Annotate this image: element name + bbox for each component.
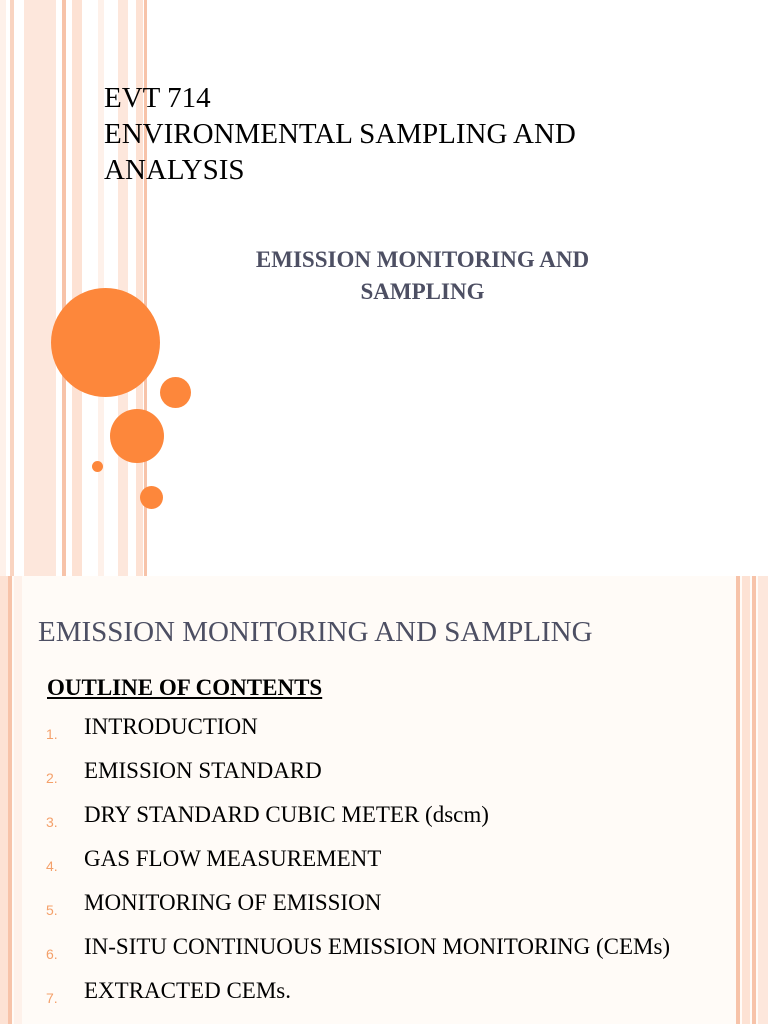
list-number: 6. (46, 946, 58, 962)
list-item-text: EMISSION STANDARD (84, 758, 322, 783)
subtitle-line: EMISSION MONITORING AND (255, 247, 590, 272)
large-orange-circle (51, 288, 160, 397)
list-item-text: EXTRACTED CEMs. (84, 978, 291, 1003)
small-orange-circle (160, 377, 191, 408)
medium-orange-circle (110, 409, 164, 463)
subtitle-line: SAMPLING (360, 279, 485, 304)
list-number: 1. (46, 726, 58, 742)
tiny-orange-circle (92, 461, 103, 472)
list-item-text: INTRODUCTION (84, 714, 258, 739)
title-line: ANALYSIS (104, 154, 245, 186)
small-orange-circle-bottom (140, 486, 163, 509)
slide-title (104, 80, 744, 188)
outline-heading: OUTLINE OF CONTENTS (47, 675, 323, 700)
list-number: 5. (46, 902, 58, 918)
slide-title: EMISSION MONITORING AND SAMPLING (38, 616, 593, 648)
list-item (46, 976, 736, 1013)
list-item-text: IN-SITU CONTINUOUS EMISSION MONITORING (CEMs) (84, 934, 671, 959)
list-item-text: GAS FLOW MEASUREMENT (84, 846, 382, 871)
list-number: 3. (46, 814, 58, 830)
list-item-text: DRY STANDARD CUBIC METER (dscm) (84, 802, 489, 827)
list-number: 4. (46, 858, 58, 874)
outline-slide (0, 576, 768, 1024)
outline-list (46, 712, 736, 1020)
slide-subtitle (200, 244, 645, 308)
list-item (46, 844, 736, 881)
list-number: 7. (46, 990, 58, 1006)
list-item (46, 932, 736, 969)
list-item-text: MONITORING OF EMISSION (84, 890, 382, 915)
list-number: 2. (46, 770, 58, 786)
title-line: EVT 714 (104, 82, 211, 114)
list-item (46, 712, 736, 749)
list-item (46, 888, 736, 925)
list-item (46, 756, 736, 793)
list-item (46, 800, 736, 837)
title-line: ENVIRONMENTAL SAMPLING AND (104, 118, 576, 150)
